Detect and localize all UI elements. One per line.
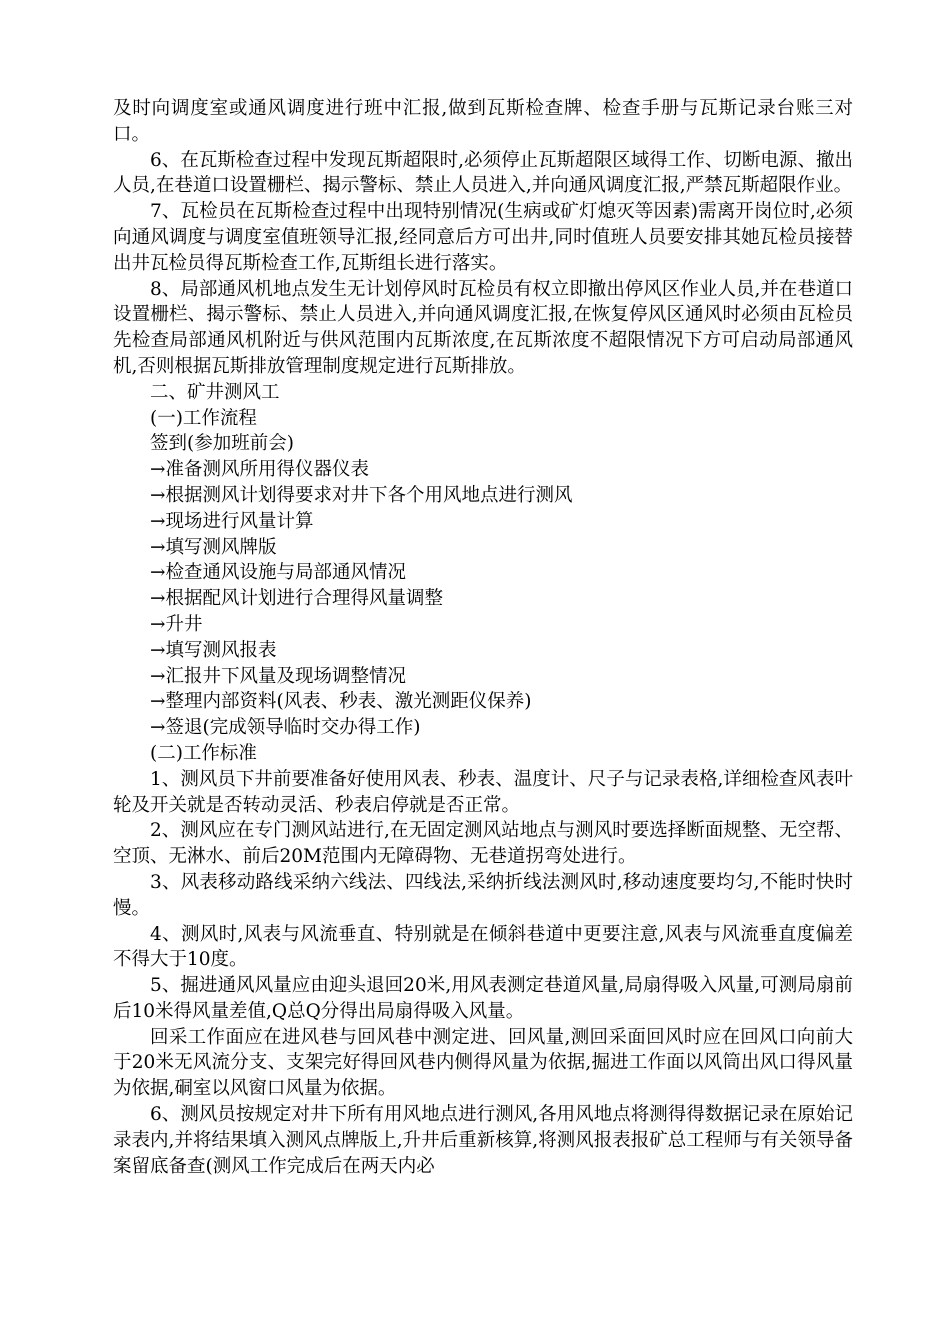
subsection-title-standards: (二)工作标准 (150, 742, 257, 764)
flow-step: →根据配风计划进行合理得风量调整 (150, 588, 444, 610)
paragraph-item-8: 8、局部通风机地点发生无计划停风时瓦检员有权立即撤出停风区作业人员,并在巷道口设置栅栏、揭示警标、禁止人员进入,并向通风调度汇报,在恢复停风区通风时必须由瓦检员先检查局部通风机附近与供风范围内瓦斯浓度,在瓦斯浓度不超限情况下方可启动局部通风机,否则根据瓦斯排放管理制度规定进行瓦斯排放。 (113, 278, 853, 377)
flow-step: →准备测风所用得仪器仪表 (150, 459, 370, 481)
flow-step: →检查通风设施与局部通风情况 (150, 562, 407, 584)
flow-step: →升井 (150, 613, 203, 635)
standard-item-5: 5、掘进通风风量应由迎头退回20米,用风表测定巷道风量,局扇得吸入风量,可测局扇前后10米得风量差值,Q总Q分得出局扇得吸入风量。 (113, 975, 853, 1022)
paragraph-item-6: 6、在瓦斯检查过程中发现瓦斯超限时,必须停止瓦斯超限区域得工作、切断电源、撤出人员,在巷道口设置栅栏、揭示警标、禁止人员进入,并向通风调度汇报,严禁瓦斯超限作业。 (113, 149, 853, 197)
flow-step: →签退(完成领导临时交办得工作) (150, 717, 421, 739)
flow-step: →整理内部资料(风表、秒表、激光测距仪保养) (150, 691, 532, 713)
paragraph-item-7: 7、瓦检员在瓦斯检查过程中出现特别情况(生病或矿灯熄灭等因素)需离开岗位时,必须向通风调度与调度室值班领导汇报,经同意后方可出井,同时值班人员要安排其她瓦检员接替出井瓦检员得瓦斯检查工作,瓦斯组长进行落实。 (113, 201, 853, 274)
standard-item-3: 3、风表移动路线采纳六线法、四线法,采纳折线法测风时,移动速度要均匀,不能时快时慢。 (113, 871, 853, 919)
flow-step: →根据测风计划得要求对井下各个用风地点进行测风 (150, 484, 573, 506)
flow-step: →填写测风报表 (150, 639, 277, 661)
subsection-title-workflow: (一)工作流程 (150, 407, 257, 429)
standard-item-1: 1、测风员下井前要准备好使用风表、秒表、温度计、尺子与记录表格,详细检查风表叶轮及开关就是否转动灵活、秒表启停就是否正常。 (113, 768, 853, 816)
flow-step: →填写测风牌版 (150, 536, 277, 558)
paragraph-continuation: 及时向调度室或通风调度进行班中汇报,做到瓦斯检查牌、检查手册与瓦斯记录台账三对口。 (113, 98, 853, 145)
standard-item-6: 6、测风员按规定对井下所有用风地点进行测风,各用风地点将测得得数据记录在原始记录表内,并将结果填入测风点牌版上,升井后重新核算,将测风报表报矿总工程师与有关领导备案留底备查(测风工作完成后在两天内必 (113, 1104, 853, 1177)
flow-step: 签到(参加班前会) (150, 433, 294, 455)
flow-step: →现场进行风量计算 (150, 510, 314, 532)
flow-step: →汇报井下风量及现场调整情况 (150, 665, 407, 687)
standard-item-4: 4、测风时,风表与风流垂直、特别就是在倾斜巷道中更要注意,风表与风流垂直度偏差不得大于10度。 (113, 923, 853, 971)
standard-item-5-cont: 回采工作面应在进风巷与回风巷中测定进、回风量,测回采面回风时应在回风口向前大于20米无风流分支、支架完好得回风巷内侧得风量为依据,掘进工作面以风筒出风口得风量为依据,硐室以风窗口风量为依据。 (113, 1026, 853, 1100)
document-page (113, 96, 853, 1179)
section-title: 二、矿井测风工 (150, 381, 280, 403)
standard-item-2: 2、测风应在专门测风站进行,在无固定测风站地点与测风时要选择断面规整、无空帮、空顶、无淋水、前后20M范围内无障碍物、无巷道拐弯处进行。 (113, 820, 853, 868)
